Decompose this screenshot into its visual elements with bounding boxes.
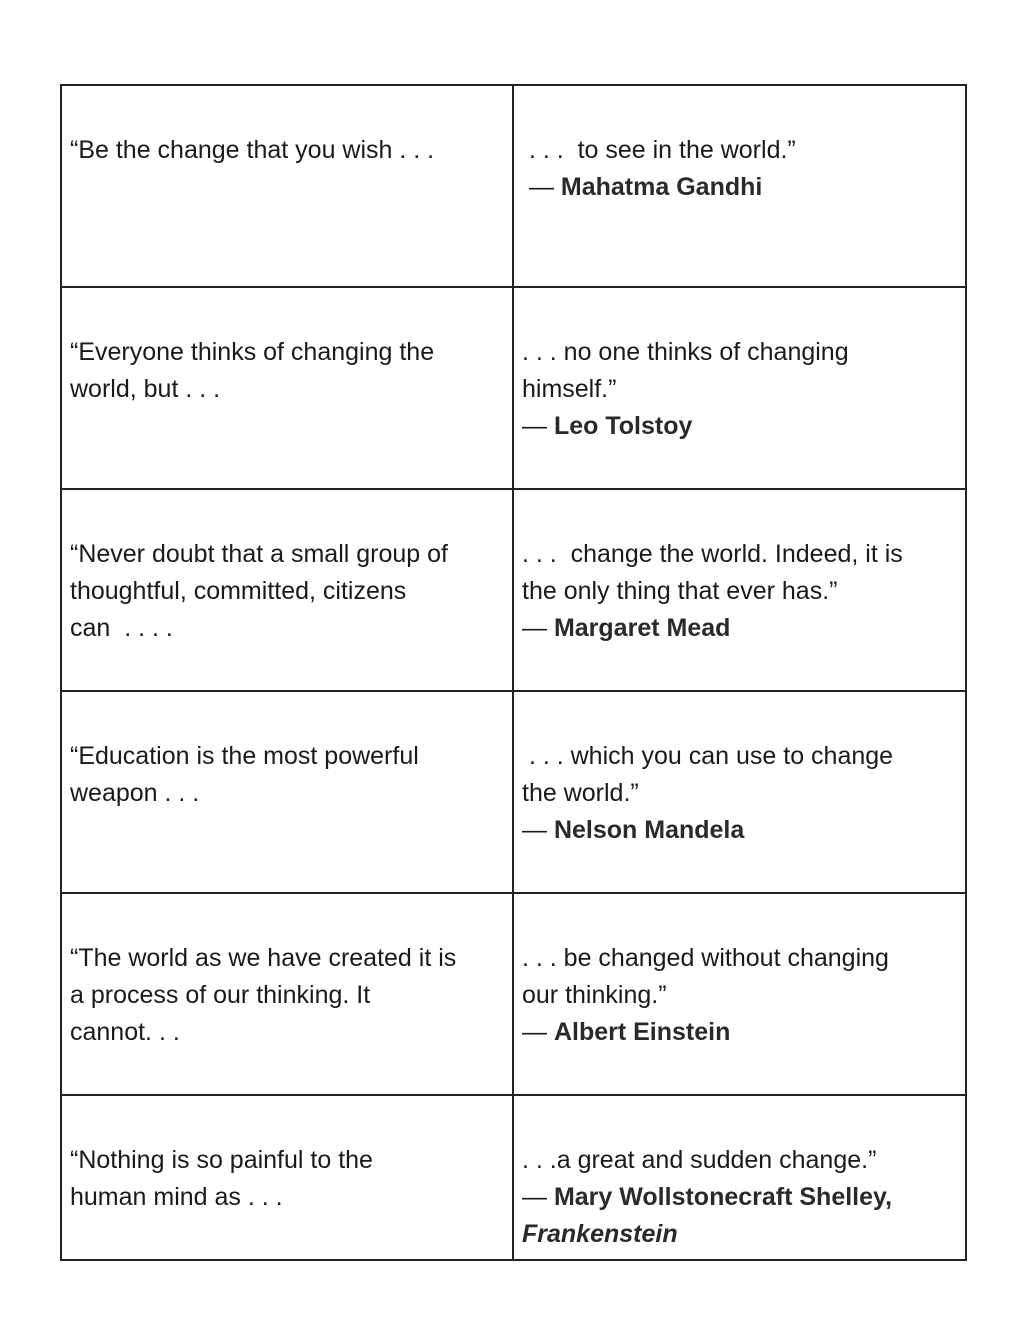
quote-start-line: “Everyone thinks of changing the: [70, 338, 435, 366]
quote-row: [61, 691, 966, 893]
quote-end-line: . . . be changed without changing: [522, 944, 889, 972]
quote-end-cell: [513, 287, 966, 489]
quote-start-line: “The world as we have created it is: [70, 944, 457, 972]
quote-card-table: [60, 84, 967, 1261]
attribution-dash: —: [522, 173, 561, 201]
quote-start-line: “Education is the most powerful: [70, 742, 419, 770]
attribution-dash: —: [522, 614, 554, 642]
quote-row: [61, 1095, 966, 1260]
quote-start-line: can . . . .: [70, 614, 173, 642]
quote-row: [61, 287, 966, 489]
quote-row: [61, 893, 966, 1095]
quote-end-cell: [513, 489, 966, 691]
quote-start-line: weapon . . .: [70, 779, 200, 807]
attribution-dash: —: [522, 1018, 554, 1046]
author-name: Margaret Mead: [553, 614, 731, 642]
quote-start-line: cannot. . .: [70, 1018, 180, 1046]
quote-start-line: human mind as . . .: [70, 1183, 283, 1211]
quote-start-cell: [61, 85, 513, 287]
quote-end-cell: [513, 893, 966, 1095]
attribution: [522, 610, 957, 647]
quote-end-line: . . . change the world. Indeed, it is: [522, 540, 903, 568]
quote-start-line: thoughtful, committed, citizens: [70, 577, 407, 605]
quote-end-cell: [513, 85, 966, 287]
attribution-dash: —: [522, 1183, 554, 1211]
work-title: Frankenstein: [522, 1220, 678, 1248]
quote-start-line: “Nothing is so painful to the: [70, 1146, 373, 1174]
quote-start-cell: [61, 893, 513, 1095]
quote-start-cell: [61, 287, 513, 489]
quote-start-line: “Never doubt that a small group of: [70, 540, 448, 568]
attribution: [522, 169, 957, 206]
quote-start-line: “Be the change that you wish . . .: [70, 136, 435, 164]
quote-end-line: . . .a great and sudden change.”: [522, 1146, 877, 1174]
quote-end-line: himself.”: [522, 375, 617, 403]
author-name: Nelson Mandela: [553, 816, 745, 844]
quote-end-cell: [513, 691, 966, 893]
quote-start-cell: [61, 1095, 513, 1260]
author-name: Mahatma Gandhi: [560, 173, 763, 201]
quote-end-line: . . . to see in the world.”: [522, 136, 796, 164]
attribution-dash: —: [522, 412, 554, 440]
quote-row: [61, 489, 966, 691]
quote-start-cell: [61, 691, 513, 893]
attribution: [522, 1014, 957, 1051]
author-name: Leo Tolstoy: [553, 412, 693, 440]
quote-end-line: our thinking.”: [522, 981, 667, 1009]
attribution: [522, 1179, 957, 1216]
quote-end-line: the world.”: [522, 779, 639, 807]
quote-start-cell: [61, 489, 513, 691]
quote-end-cell: [513, 1095, 966, 1260]
attribution: [522, 408, 957, 445]
quote-row: [61, 85, 966, 287]
quote-end-line: the only thing that ever has.”: [522, 577, 838, 605]
author-name: Albert Einstein: [553, 1018, 731, 1046]
attribution: [522, 812, 957, 849]
author-name: Mary Wollstonecraft Shelley,: [553, 1183, 893, 1211]
quote-end-line: . . . no one thinks of changing: [522, 338, 849, 366]
quote-start-line: world, but . . .: [70, 375, 221, 403]
quote-start-line: a process of our thinking. It: [70, 981, 371, 1009]
quote-end-line: . . . which you can use to change: [522, 742, 894, 770]
attribution-dash: —: [522, 816, 554, 844]
